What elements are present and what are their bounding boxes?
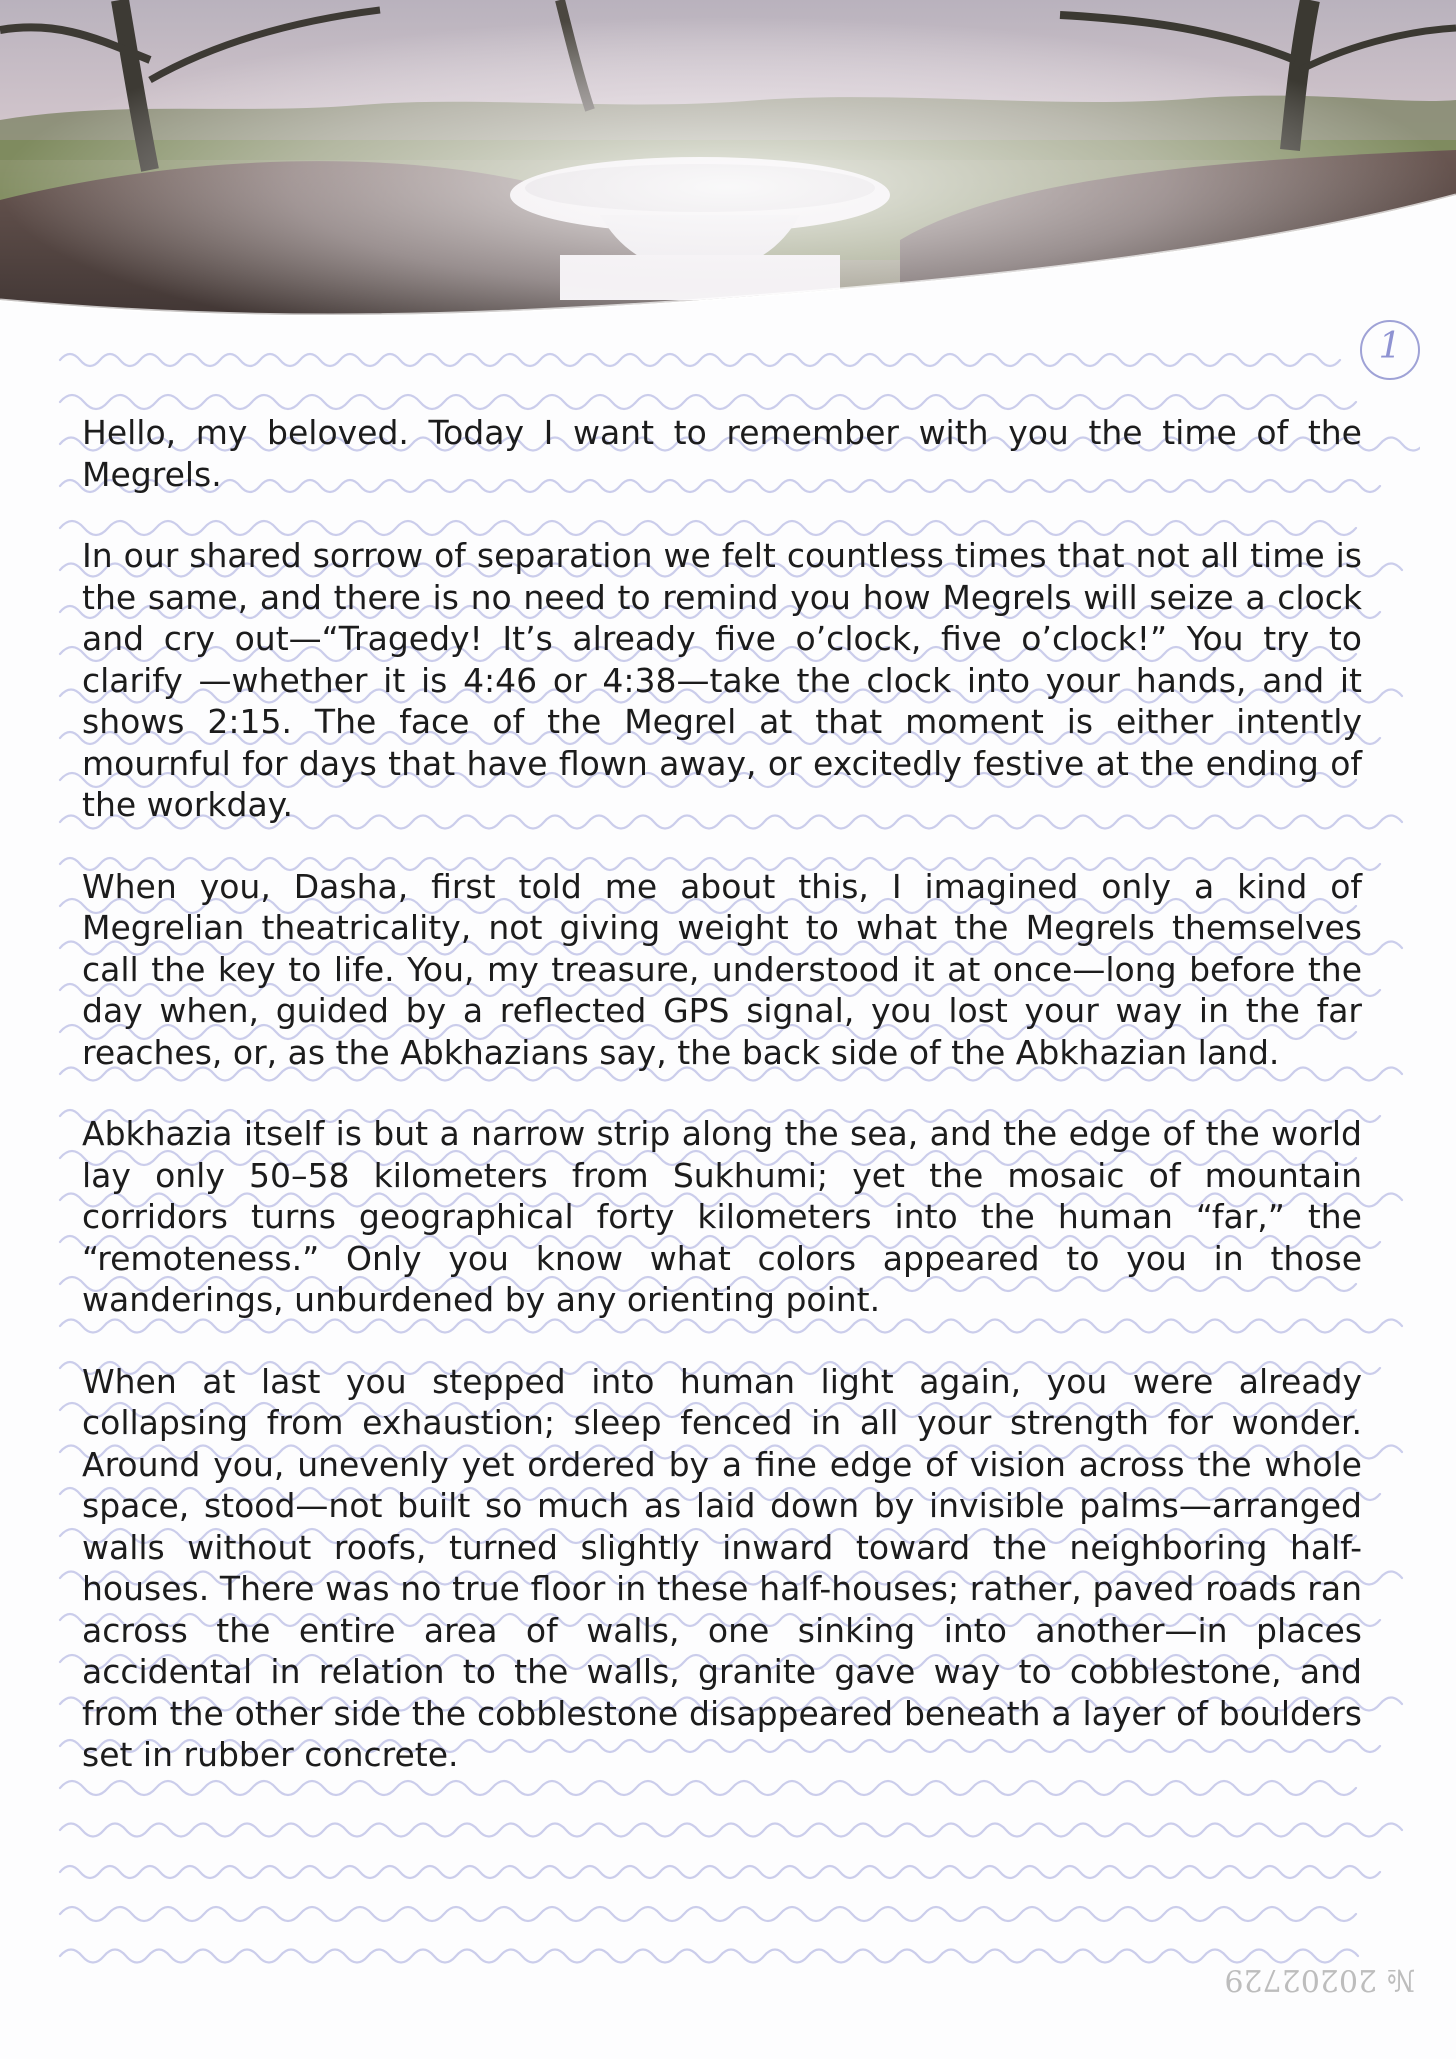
- paragraph-half-houses: When at last you stepped into human light again, you were already collapsing from exhaustion; sleep fenced in all your strength for wonder. Around you, unevenly yet ordered by a fine edge of vision across the whole space, stood—not built so much as laid down by invisible palms—arranged walls without roofs, turned slightly inward toward the neighboring half-houses. There was no true floor in these half-houses; rather, paved roads ran across the entire area of walls, one sinking into another—in places accidental in relation to the walls, granite gave way to cobblestone, and from the other side the cobblestone disappeared beneath a layer of boulders set in rubber concrete.: [82, 1361, 1362, 1774]
- document-number: № 20202729: [1224, 1962, 1415, 1997]
- paragraph-abkhazia: Abkhazia itself is but a narrow strip along the sea, and the edge of the world lay only 50–58 kilometers from Sukhumi; yet the mosaic of mountain corridors turns geographical forty kilometers into the human “far,” the “remoteness.” Only you know what colors appeared to you in those wanderings, unburdened by any orienting point.: [82, 1114, 1362, 1319]
- paragraph-time: In our shared sorrow of separation we felt countless times that not all time is the same, and there is no need to remind you how Megrels will seize a clock and cry out—“Tragedy! It’s already five o’clock, five o’clock!” You try to clarify —whether it is 4:46 or 4:38—take the clock into your hands, and it shows 2:15. The face of the Megrel at that moment is either intently mournful for days that have flown away, or excitedly festive at the ending of the workday.: [82, 536, 1362, 824]
- header-photo: [0, 0, 1456, 340]
- circled-page-mark: [1360, 320, 1420, 380]
- page-mark-number: 1: [1378, 326, 1402, 367]
- paragraph-greeting: Hello, my beloved. Today I want to remember with you the time of the Megrels.: [82, 413, 1362, 494]
- letter-body: [82, 412, 1362, 1816]
- paragraph-dasha: When you, Dasha, first told me about this, I imagined only a kind of Megrelian theatricality, not giving weight to what the Megrels themselves call the key to life. You, my treasure, understood it at once—long before the day when, guided by a reflected GPS signal, you lost your way in the far reaches, or, as the Abkhazians say, the back side of the Abkhazian land.: [82, 866, 1362, 1072]
